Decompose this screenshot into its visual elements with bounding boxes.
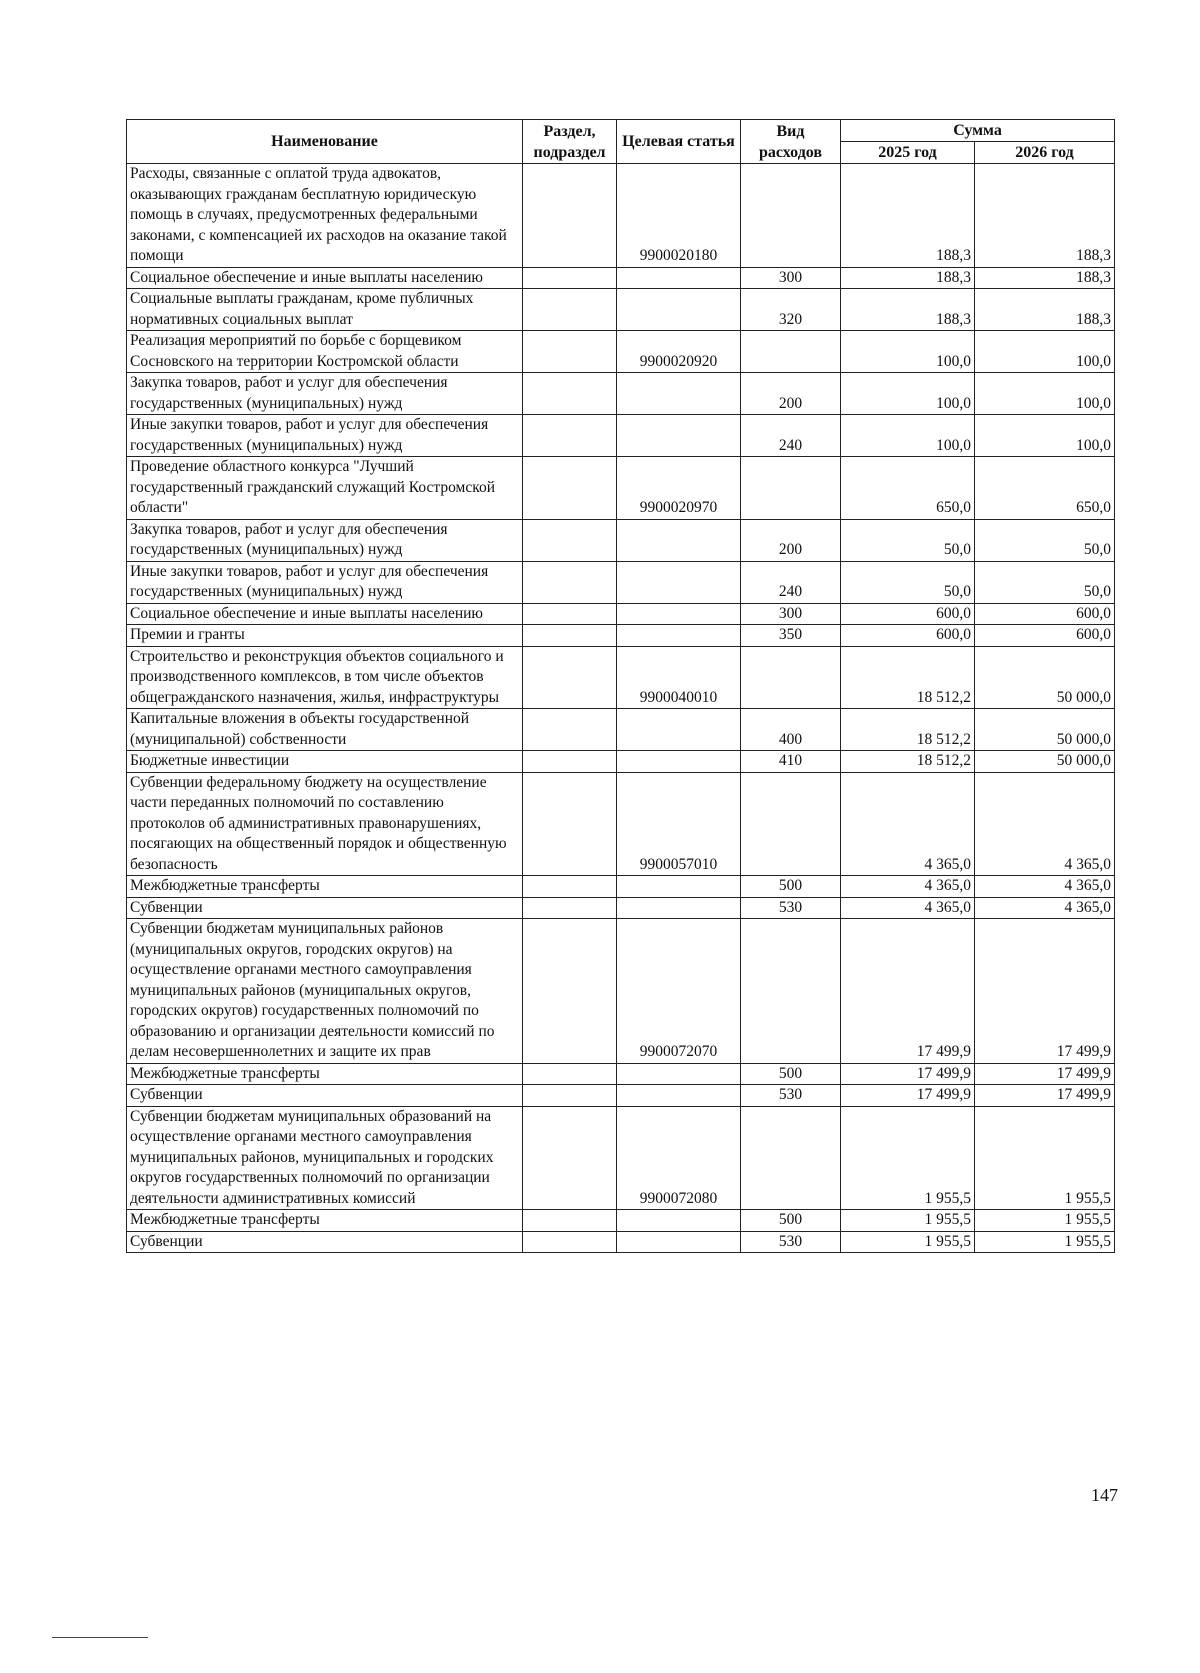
cell-target-code [617, 415, 741, 457]
cell-name: Субвенции бюджетам муниципальных районов (муниципальных округов, городских округов) на осуществление органами местного самоуправления муниципальных районов (муниципальных округов, городских округов) государственных полномочий по образованию и организации деятельности комиссий по делам несовершеннолетних и защите их прав [127, 919, 523, 1064]
cell-section [523, 772, 617, 876]
cell-sum-2026: 4 365,0 [975, 876, 1115, 898]
cell-target-code [617, 373, 741, 415]
page-number: 147 [1091, 1485, 1118, 1505]
cell-expense-kind: 350 [741, 625, 841, 647]
table-row [127, 267, 1115, 289]
cell-sum-2025: 600,0 [841, 603, 975, 625]
cell-name: Субвенции [127, 897, 523, 919]
cell-name: Иные закупки товаров, работ и услуг для обеспечения государственных (муниципальных) нужд [127, 415, 523, 457]
cell-name: Субвенции бюджетам муниципальных образований на осуществление органами местного самоуправления муниципальных районов, муниципальных и городских округов государственных полномочий по организации деятельности административных комиссий [127, 1106, 523, 1210]
table-row [127, 751, 1115, 773]
cell-target-code [617, 519, 741, 561]
cell-name: Социальные выплаты гражданам, кроме публичных нормативных социальных выплат [127, 289, 523, 331]
cell-sum-2025: 600,0 [841, 625, 975, 647]
table-row [127, 876, 1115, 898]
header-name: Наименование [127, 120, 523, 164]
cell-sum-2025: 100,0 [841, 415, 975, 457]
cell-target-code [617, 1063, 741, 1085]
cell-expense-kind [741, 164, 841, 268]
cell-section [523, 373, 617, 415]
cell-sum-2026: 650,0 [975, 457, 1115, 520]
cell-section [523, 1085, 617, 1107]
cell-sum-2025: 1 955,5 [841, 1106, 975, 1210]
cell-sum-2026: 50 000,0 [975, 646, 1115, 709]
cell-name: Капитальные вложения в объекты государственной (муниципальной) собственности [127, 709, 523, 751]
cell-section [523, 164, 617, 268]
cell-target-code [617, 897, 741, 919]
table-row [127, 1210, 1115, 1232]
cell-sum-2025: 650,0 [841, 457, 975, 520]
cell-name: Межбюджетные трансферты [127, 876, 523, 898]
cell-name: Межбюджетные трансферты [127, 1063, 523, 1085]
cell-sum-2026: 50,0 [975, 519, 1115, 561]
cell-sum-2026: 100,0 [975, 331, 1115, 373]
table-row [127, 1063, 1115, 1085]
table-row [127, 415, 1115, 457]
cell-expense-kind: 530 [741, 1231, 841, 1253]
cell-sum-2025: 4 365,0 [841, 772, 975, 876]
cell-expense-kind: 500 [741, 876, 841, 898]
cell-name: Строительство и реконструкция объектов социального и производственного комплексов, в том числе объектов общегражданского назначения, жилья, инфраструктуры [127, 646, 523, 709]
cell-expense-kind: 530 [741, 897, 841, 919]
cell-sum-2026: 17 499,9 [975, 1063, 1115, 1085]
cell-sum-2025: 100,0 [841, 331, 975, 373]
cell-section [523, 561, 617, 603]
table-row [127, 1106, 1115, 1210]
cell-name: Межбюджетные трансферты [127, 1210, 523, 1232]
cell-name: Закупка товаров, работ и услуг для обеспечения государственных (муниципальных) нужд [127, 373, 523, 415]
cell-name: Социальное обеспечение и иные выплаты населению [127, 603, 523, 625]
cell-expense-kind: 410 [741, 751, 841, 773]
cell-section [523, 289, 617, 331]
cell-sum-2025: 50,0 [841, 519, 975, 561]
table-row [127, 1085, 1115, 1107]
cell-sum-2025: 50,0 [841, 561, 975, 603]
table-row [127, 772, 1115, 876]
cell-sum-2025: 100,0 [841, 373, 975, 415]
table-row [127, 625, 1115, 647]
header-kind: Вид расходов [741, 120, 841, 164]
cell-sum-2026: 4 365,0 [975, 897, 1115, 919]
cell-sum-2026: 188,3 [975, 164, 1115, 268]
cell-section [523, 519, 617, 561]
cell-expense-kind: 200 [741, 373, 841, 415]
table-row [127, 373, 1115, 415]
cell-section [523, 457, 617, 520]
cell-target-code [617, 561, 741, 603]
header-sum: Сумма [841, 120, 1115, 142]
cell-expense-kind: 240 [741, 561, 841, 603]
cell-sum-2026: 1 955,5 [975, 1231, 1115, 1253]
cell-sum-2025: 4 365,0 [841, 897, 975, 919]
cell-expense-kind: 300 [741, 267, 841, 289]
cell-sum-2026: 100,0 [975, 415, 1115, 457]
budget-table [126, 119, 1115, 1253]
cell-name: Закупка товаров, работ и услуг для обеспечения государственных (муниципальных) нужд [127, 519, 523, 561]
cell-section [523, 919, 617, 1064]
cell-section [523, 876, 617, 898]
cell-name: Иные закупки товаров, работ и услуг для обеспечения государственных (муниципальных) нужд [127, 561, 523, 603]
cell-target-code: 9900020970 [617, 457, 741, 520]
table-header [127, 120, 1115, 164]
footer-rule [52, 1637, 148, 1638]
cell-expense-kind [741, 646, 841, 709]
table-row [127, 164, 1115, 268]
cell-expense-kind [741, 457, 841, 520]
table-row [127, 709, 1115, 751]
cell-target-code [617, 625, 741, 647]
cell-sum-2025: 17 499,9 [841, 1063, 975, 1085]
cell-expense-kind [741, 772, 841, 876]
cell-sum-2025: 18 512,2 [841, 709, 975, 751]
cell-sum-2025: 1 955,5 [841, 1210, 975, 1232]
cell-name: Бюджетные инвестиции [127, 751, 523, 773]
cell-sum-2026: 1 955,5 [975, 1106, 1115, 1210]
cell-expense-kind: 240 [741, 415, 841, 457]
cell-section [523, 646, 617, 709]
cell-target-code: 9900020920 [617, 331, 741, 373]
cell-target-code [617, 289, 741, 331]
cell-section [523, 415, 617, 457]
table-row [127, 1231, 1115, 1253]
cell-section [523, 331, 617, 373]
cell-sum-2026: 188,3 [975, 267, 1115, 289]
cell-expense-kind: 500 [741, 1210, 841, 1232]
cell-expense-kind: 400 [741, 709, 841, 751]
cell-name: Реализация мероприятий по борьбе с борщевиком Сосновского на территории Костромской области [127, 331, 523, 373]
table-row [127, 519, 1115, 561]
cell-sum-2025: 1 955,5 [841, 1231, 975, 1253]
cell-expense-kind: 500 [741, 1063, 841, 1085]
cell-sum-2025: 188,3 [841, 164, 975, 268]
cell-target-code: 9900072080 [617, 1106, 741, 1210]
cell-expense-kind: 320 [741, 289, 841, 331]
cell-section [523, 603, 617, 625]
header-2025: 2025 год [841, 142, 975, 164]
cell-sum-2025: 18 512,2 [841, 646, 975, 709]
cell-sum-2026: 4 365,0 [975, 772, 1115, 876]
cell-sum-2026: 50 000,0 [975, 751, 1115, 773]
cell-target-code [617, 1085, 741, 1107]
table-row [127, 457, 1115, 520]
cell-name: Субвенции федеральному бюджету на осуществление части переданных полномочий по составлению протоколов об административных правонарушениях, посягающих на общественный порядок и общественную безопасность [127, 772, 523, 876]
cell-target-code [617, 1231, 741, 1253]
cell-expense-kind: 530 [741, 1085, 841, 1107]
cell-expense-kind [741, 1106, 841, 1210]
cell-sum-2026: 188,3 [975, 289, 1115, 331]
cell-target-code [617, 1210, 741, 1232]
cell-name: Премии и гранты [127, 625, 523, 647]
cell-name: Субвенции [127, 1231, 523, 1253]
table-row [127, 646, 1115, 709]
cell-section [523, 1063, 617, 1085]
cell-section [523, 625, 617, 647]
table-row [127, 919, 1115, 1064]
cell-section [523, 267, 617, 289]
header-target: Целевая статья [617, 120, 741, 164]
cell-target-code [617, 603, 741, 625]
table-row [127, 897, 1115, 919]
cell-target-code: 9900057010 [617, 772, 741, 876]
cell-target-code: 9900040010 [617, 646, 741, 709]
table-row [127, 603, 1115, 625]
table-body [127, 164, 1115, 1253]
cell-sum-2026: 17 499,9 [975, 1085, 1115, 1107]
cell-sum-2026: 600,0 [975, 625, 1115, 647]
cell-expense-kind: 300 [741, 603, 841, 625]
cell-name: Проведение областного конкурса "Лучший государственный гражданский служащий Костромской области" [127, 457, 523, 520]
cell-section [523, 709, 617, 751]
cell-sum-2026: 1 955,5 [975, 1210, 1115, 1232]
cell-name: Субвенции [127, 1085, 523, 1107]
cell-target-code [617, 709, 741, 751]
cell-sum-2025: 17 499,9 [841, 919, 975, 1064]
cell-target-code: 9900072070 [617, 919, 741, 1064]
cell-expense-kind [741, 331, 841, 373]
cell-expense-kind: 200 [741, 519, 841, 561]
cell-section [523, 1231, 617, 1253]
cell-sum-2025: 188,3 [841, 289, 975, 331]
cell-target-code [617, 267, 741, 289]
cell-name: Социальное обеспечение и иные выплаты населению [127, 267, 523, 289]
table-row [127, 561, 1115, 603]
cell-sum-2025: 188,3 [841, 267, 975, 289]
cell-sum-2025: 18 512,2 [841, 751, 975, 773]
cell-sum-2026: 17 499,9 [975, 919, 1115, 1064]
cell-section [523, 897, 617, 919]
cell-sum-2026: 50 000,0 [975, 709, 1115, 751]
cell-expense-kind [741, 919, 841, 1064]
table-row [127, 331, 1115, 373]
cell-section [523, 751, 617, 773]
cell-sum-2026: 100,0 [975, 373, 1115, 415]
header-2026: 2026 год [975, 142, 1115, 164]
header-section: Раздел, подраздел [523, 120, 617, 164]
cell-target-code [617, 751, 741, 773]
cell-sum-2026: 600,0 [975, 603, 1115, 625]
cell-name: Расходы, связанные с оплатой труда адвокатов, оказывающих гражданам бесплатную юридическую помощь в случаях, предусмотренных федеральными законами, с компенсацией их расходов на оказание такой помощи [127, 164, 523, 268]
cell-target-code: 9900020180 [617, 164, 741, 268]
cell-sum-2026: 50,0 [975, 561, 1115, 603]
table-row [127, 289, 1115, 331]
cell-sum-2025: 17 499,9 [841, 1085, 975, 1107]
cell-section [523, 1106, 617, 1210]
cell-target-code [617, 876, 741, 898]
cell-sum-2025: 4 365,0 [841, 876, 975, 898]
cell-section [523, 1210, 617, 1232]
